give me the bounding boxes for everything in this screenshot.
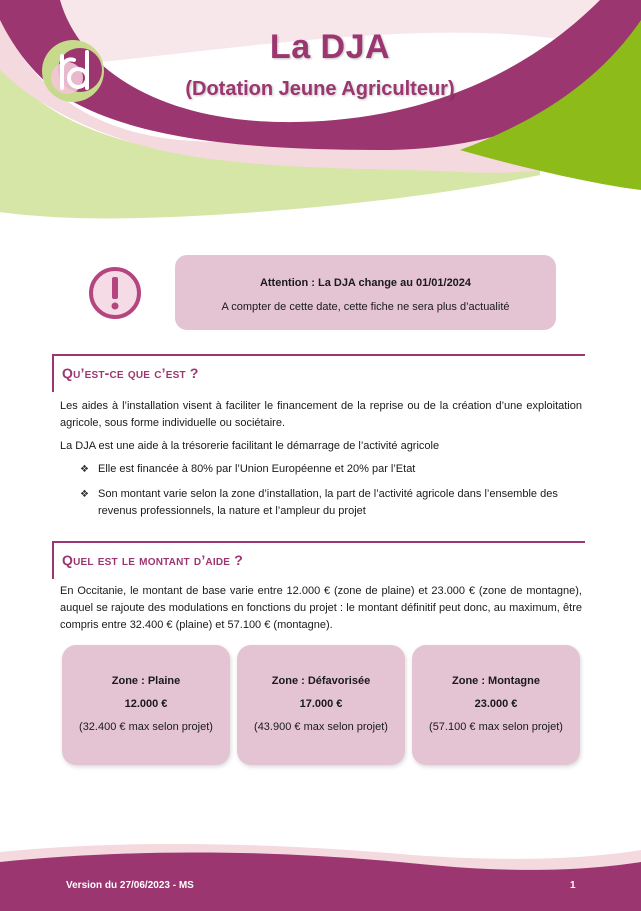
footer-decoration: [0, 840, 641, 911]
page-title: La DJA: [269, 28, 391, 66]
attention-title: Attention : La DJA change au 01/01/2024: [259, 277, 472, 289]
zone-amount: 17.000 €: [299, 698, 343, 710]
zone-amount: 12.000 €: [124, 698, 168, 710]
attention-text: A compter de cette date, cette fiche ne sera plus d’actualité: [221, 301, 510, 313]
zone-card-defavorisee: [237, 645, 405, 765]
page-subtitle: (Dotation Jeune Agriculteur): [185, 78, 455, 100]
exclamation-icon: [88, 266, 142, 320]
list-item-text: Son montant varie selon la zone d’installation, la part de l’activité agricole dans l’ensemble des revenus professionnels, la nature et l’ampleur du projet: [98, 488, 558, 517]
attention-box: [175, 255, 556, 330]
diamond-bullet-icon: ❖: [80, 464, 89, 475]
section-heading-text: Quel est le montant d’aide ?: [62, 552, 243, 568]
zone-card-montagne: [412, 645, 580, 765]
zone-max: (32.400 € max selon projet): [79, 721, 213, 733]
rd-logo-icon: [40, 38, 106, 104]
zone-amount: 23.000 €: [474, 698, 518, 710]
zone-max: (43.900 € max selon projet): [254, 721, 388, 733]
section1-paragraph-1: Les aides à l’installation visent à faciliter le financement de la reprise ou de la création d’une exploitation agricole, sous forme individuelle ou sociétaire.: [60, 400, 582, 429]
section1-paragraph-2: La DJA est une aide à la trésorerie facilitant le démarrage de l’activité agricole: [60, 440, 440, 452]
diamond-bullet-icon: ❖: [80, 489, 89, 500]
zone-name: Zone : Montagne: [452, 675, 540, 687]
section-heading-what: [52, 354, 585, 392]
page-number: 1: [570, 880, 576, 891]
section-heading-text: Qu’est-ce que c’est ?: [62, 365, 199, 381]
section2-paragraph: En Occitanie, le montant de base varie entre 12.000 € (zone de plaine) et 23.000 € (zone de montagne), auquel se rajoute des modulations en fonctions du projet : le montant définitif peut donc, au maximum, être compris entre 32.400 € (plaine) et 57.100 € (montagne).: [60, 585, 582, 631]
zone-name: Zone : Plaine: [111, 675, 181, 687]
footer-version: Version du 27/06/2023 - MS: [66, 880, 194, 891]
section-heading-amount: [52, 541, 585, 579]
zone-max: (57.100 € max selon projet): [429, 721, 563, 733]
zone-card-plaine: [62, 645, 230, 765]
list-item-text: Elle est financée à 80% par l’Union Européenne et 20% par l’Etat: [98, 463, 416, 475]
zone-name: Zone : Défavorisée: [271, 675, 371, 687]
